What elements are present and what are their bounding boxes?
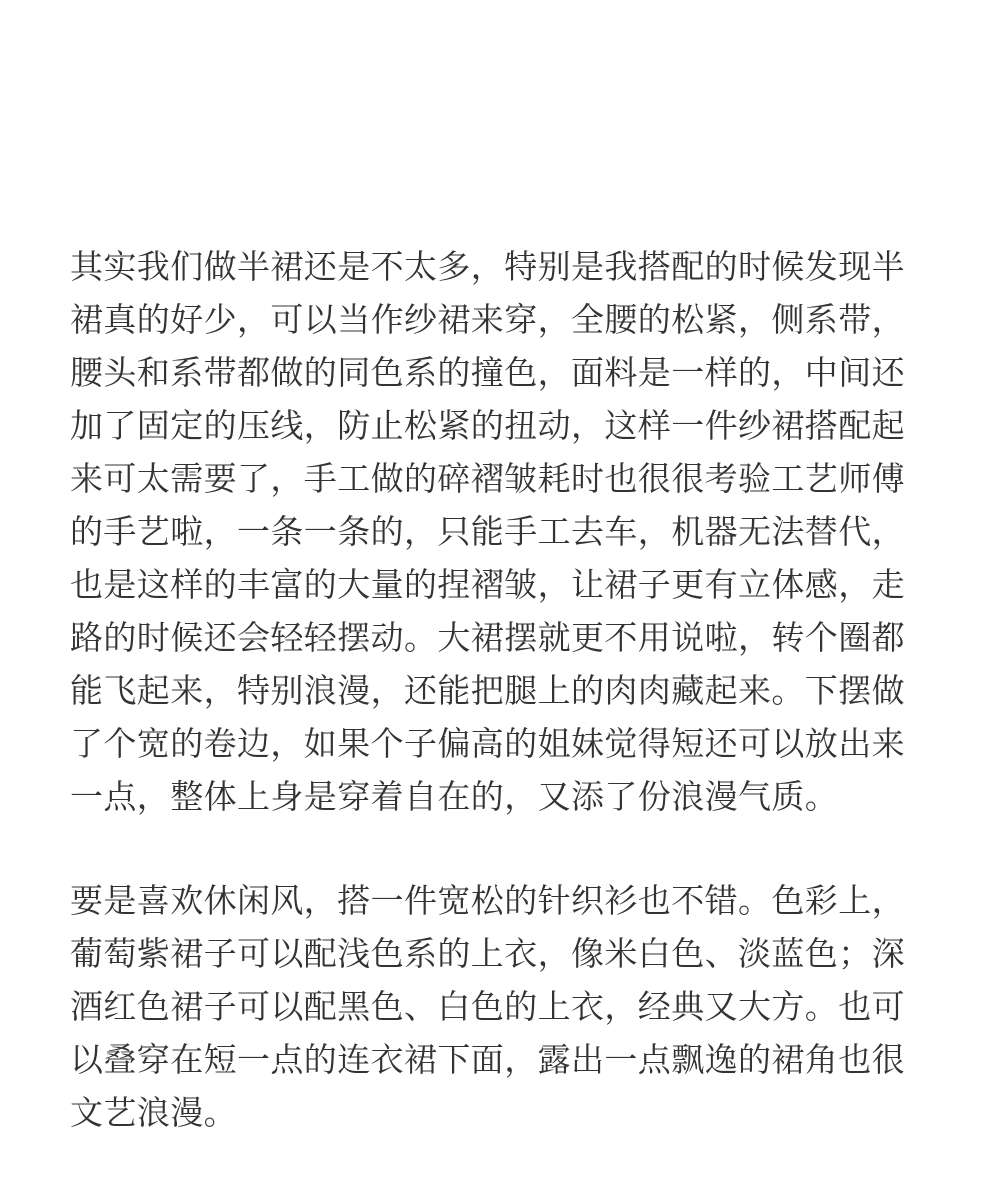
text-line: 葡萄紫裙子可以配浅色系的上衣，像米白色、淡蓝色；深 — [70, 934, 905, 973]
text-line: 以叠穿在短一点的连衣裙下面，露出一点飘逸的裙角也很 — [70, 1040, 905, 1079]
text-line: 了个宽的卷边，如果个子偏高的姐妹觉得短还可以放出来 — [70, 724, 905, 763]
text-line: 路的时候还会轻轻摆动。大裙摆就更不用说啦，转个圈都 — [70, 618, 905, 657]
text-line: 要是喜欢休闲风，搭一件宽松的针织衫也不错。色彩上， — [70, 881, 905, 920]
paragraph-1 — [0, 240, 990, 823]
paragraph-2 — [0, 874, 990, 1139]
text-line: 来可太需要了，手工做的碎褶皱耗时也很很考验工艺师傅 — [70, 459, 905, 498]
text-line: 的手艺啦，一条一条的，只能手工去车，机器无法替代， — [70, 512, 905, 551]
text-line: 其实我们做半裙还是不太多，特别是我搭配的时候发现半 — [70, 247, 905, 286]
text-line: 腰头和系带都做的同色系的撞色，面料是一样的，中间还 — [70, 353, 905, 392]
text-line: 裙真的好少，可以当作纱裙来穿，全腰的松紧，侧系带， — [70, 300, 905, 339]
text-line: 也是这样的丰富的大量的捏褶皱，让裙子更有立体感，走 — [70, 565, 905, 604]
text-line: 酒红色裙子可以配黑色、白色的上衣，经典又大方。也可 — [70, 987, 905, 1026]
text-line: 一点，整体上身是穿着自在的，又添了份浪漫气质。 — [70, 777, 839, 816]
article-body — [0, 240, 990, 1190]
text-line: 加了固定的压线，防止松紧的扭动，这样一件纱裙搭配起 — [70, 406, 905, 445]
text-line: 文艺浪漫。 — [70, 1093, 237, 1132]
text-line: 能飞起来，特别浪漫，还能把腿上的肉肉藏起来。下摆做 — [70, 671, 905, 710]
